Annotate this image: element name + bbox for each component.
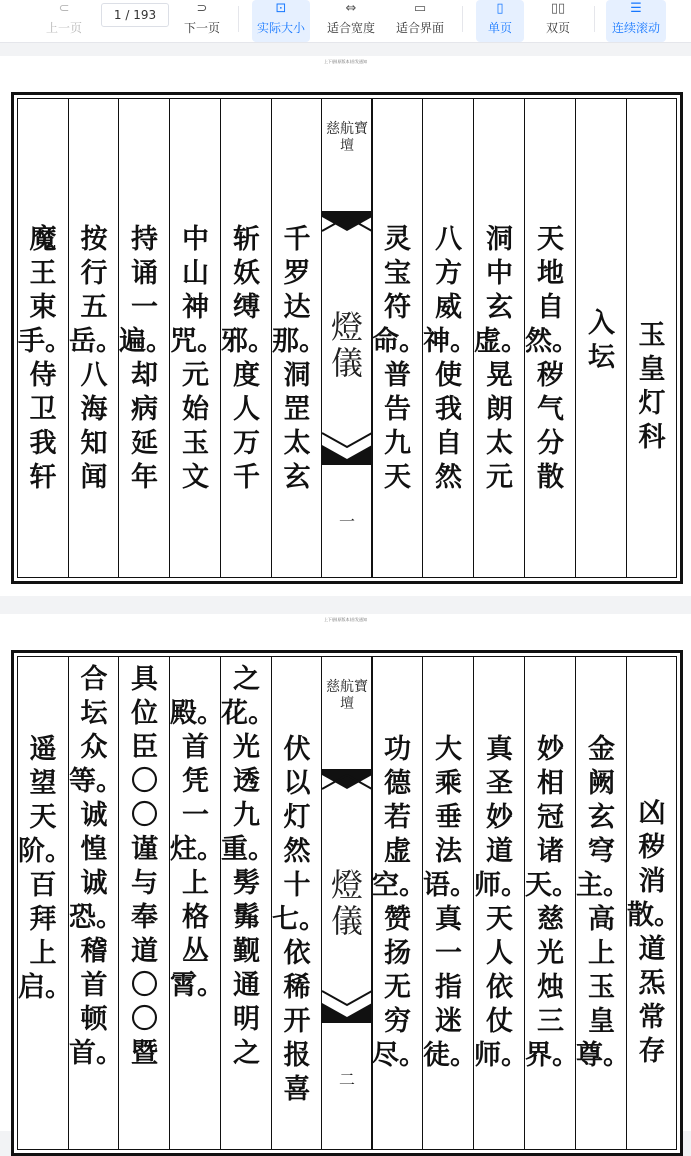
continuous-scroll-icon: ☰ xyxy=(630,1,642,16)
toolbar-divider xyxy=(238,6,239,32)
text-column: 中山神咒。元始玉文 xyxy=(169,99,221,577)
text-column: 按行五岳。八海知闻 xyxy=(68,99,119,577)
actual-size-icon: ⊡ xyxy=(275,1,287,16)
double-page-icon: ▯▯ xyxy=(550,1,566,16)
text-column: 大乘垂法语。真一指迷徒。 xyxy=(422,657,474,1149)
actual-size-button[interactable]: ⊡ 实际大小 xyxy=(252,0,310,42)
scripture-panel xyxy=(11,92,683,584)
page-number-input[interactable]: 1 / 193 xyxy=(101,3,169,27)
chevron-ornament-bottom xyxy=(322,987,372,1023)
scripture-panel xyxy=(11,650,683,1156)
text-column: 八方威神。使我自然 xyxy=(422,99,474,577)
page-header: 上下册(原版本)首发通知 xyxy=(323,59,368,64)
text-column: 千罗达那。洞罡太玄 xyxy=(271,99,322,577)
document-page-1 xyxy=(0,56,691,596)
text-column: 伏以灯然十七。依稀开报喜 xyxy=(271,657,322,1149)
text-column: 具位臣〇〇谨与奉道〇〇暨 xyxy=(118,657,170,1149)
single-page-icon: ▯ xyxy=(496,1,504,16)
text-column: 天地自然。秽气分散 xyxy=(524,99,576,577)
text-column: 斩妖缚邪。度人万千 xyxy=(220,99,272,577)
text-column: 魔王束手。侍卫我轩 xyxy=(18,224,72,493)
text-column: 功德若虚空。赞扬无穷尽。 xyxy=(371,657,423,1149)
chevron-left-icon: ⊂ xyxy=(58,1,70,16)
fit-width-icon: ⇔ xyxy=(345,1,357,16)
text-column: 真圣妙道师。天人依仗师。 xyxy=(473,657,525,1149)
prev-page-button[interactable]: ⊂ 上一页 xyxy=(38,0,90,42)
toolbar-divider xyxy=(594,6,595,32)
text-column: 合坛众等。诚惶诚恐。稽首顿首。 xyxy=(68,657,119,1149)
page-header: 上下册(原版本)首发通知 xyxy=(323,617,368,622)
fit-page-icon: ▭ xyxy=(413,1,427,16)
text-column: 凶秽消散。道炁常存 xyxy=(626,657,677,1149)
toolbar-divider xyxy=(462,6,463,32)
chevron-ornament-top xyxy=(322,211,372,247)
scripture-inner-border xyxy=(17,656,681,1150)
chevron-right-icon: ⊃ xyxy=(196,1,208,16)
document-page-2 xyxy=(0,614,691,1131)
chevron-ornament-bottom xyxy=(322,429,372,465)
text-column: 之花。光透九重。髣髴觐通明之 xyxy=(220,657,272,1149)
text-column: 洞中玄虚。晃朗太元 xyxy=(473,99,525,577)
fit-page-button[interactable]: ▭ 适合界面 xyxy=(391,0,449,42)
continuous-scroll-button[interactable]: ☰ 连续滚动 xyxy=(606,0,666,42)
chevron-ornament-top xyxy=(322,769,372,805)
scripture-inner-border xyxy=(17,98,677,578)
viewer-toolbar xyxy=(0,0,691,43)
text-column: 金阙玄穹主。高上玉皇尊。 xyxy=(575,657,627,1149)
text-column: 持诵一遍。却病延年 xyxy=(118,99,170,577)
single-page-button[interactable]: ▯ 单页 xyxy=(476,0,524,42)
center-title-column: 慈航寶壇 燈儀 二 xyxy=(321,657,373,1149)
text-column: 妙相冠诸天。慈光烛三界。 xyxy=(524,657,576,1149)
center-title-column: 慈航寶壇 燈儀 一 xyxy=(321,99,373,577)
text-column: 遥望天阶。百拜上启。 xyxy=(18,734,72,1003)
text-column: 灵宝符命。普告九天 xyxy=(371,99,423,577)
text-column: 殿。首凭一炷。上格丛霄。 xyxy=(169,657,221,1149)
next-page-button[interactable]: ⊃ 下一页 xyxy=(176,0,228,42)
text-column: 玉皇灯科 xyxy=(626,99,677,577)
double-page-button[interactable]: ▯▯ 双页 xyxy=(534,0,582,42)
text-column: 入坛 xyxy=(575,99,627,577)
fit-width-button[interactable]: ⇔ 适合宽度 xyxy=(322,0,380,42)
